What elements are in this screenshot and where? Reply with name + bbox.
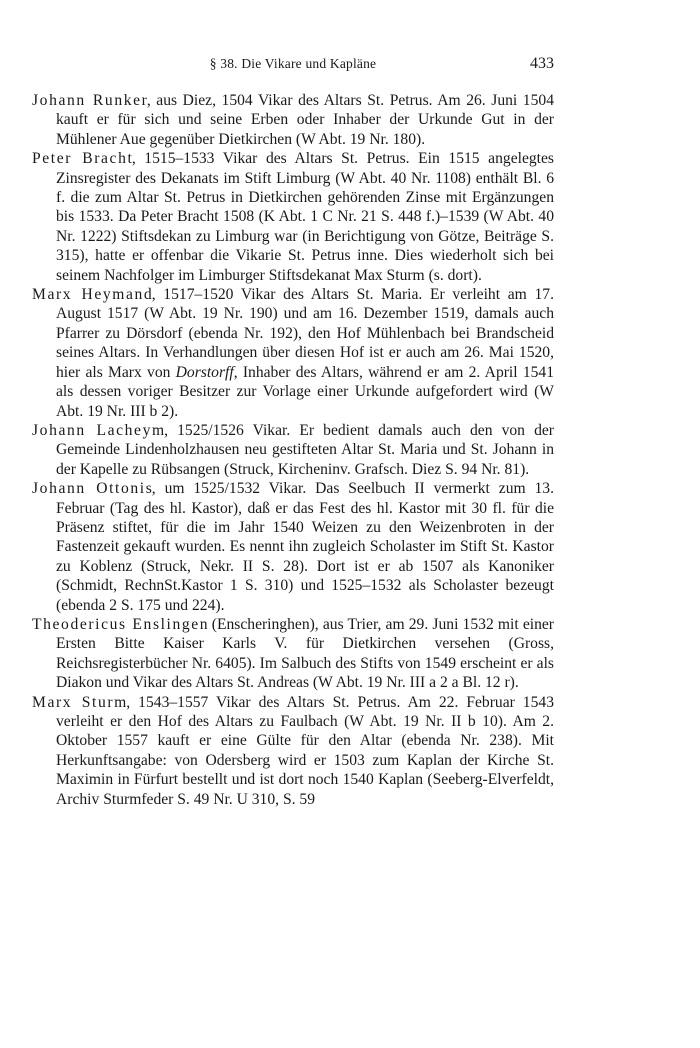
- entry-text: , 1525/1526 Vikar. Er bedient damals auch den von der Gemeinde Lindenholzhausen neu gestifteten Altar St. Maria und St. Johann in der Kapelle zu Rübsangen (Struck, Kircheninv. Grafsch. Diez S. 94 Nr. 81).: [56, 421, 554, 478]
- entry-peter-bracht: [32, 149, 554, 285]
- running-title: § 38. Die Vikare und Kapläne: [209, 56, 377, 71]
- page-number: 433: [530, 55, 554, 72]
- entry-marx-heymand: [32, 285, 554, 421]
- entry-marx-sturm: [32, 693, 554, 809]
- entry-text: , Inhaber des Altars, während er am 2. April 1541 als dessen voriger Besitzer zur Vorlage einer Urkunde aufgefordert wird (W Abt. 19 Nr. III b 2).: [56, 363, 555, 420]
- entry-name: Marx Heymand: [32, 286, 154, 304]
- entry-name: Peter Bracht: [32, 150, 134, 168]
- entry-name: Theodericus Enslingen: [32, 615, 210, 633]
- entry-theodericus-enslingen: [32, 615, 554, 693]
- entry-name: Johann Ottonis: [32, 480, 154, 498]
- entry-text-italic: Dorstorff: [175, 363, 234, 381]
- entry-johann-ottonis: [32, 479, 554, 615]
- entry-name: Marx Sturm: [32, 693, 128, 711]
- entry-name: Johann Runker: [32, 92, 149, 109]
- entry-text: , 1515–1533 Vikar des Altars St. Petrus. Ein 1515 angelegtes Zinsregister des Dekanats im Stift Limburg (W Abt. 40 Nr. 1108) enthält Bl. 6 f. die zum Altar St. Petrus in Dietkirchen gehörenden Zinse mit Ergänzungen bis 1533. Da Peter Bracht 1508 (K Abt. 1 C Nr. 21 S. 448 f.)–1539 (W Abt. 40 Nr. 1222) Stiftsdekan zu Limburg war (in Berichtigung von Götze, Beiträge S. 315), hatte er offenbar die Vikarie St. Petrus inne. Dies wiederholt sich bei seinem Nachfolger im Limburger Stiftsdekanat Max Sturm (s. dort).: [56, 150, 554, 284]
- entry-text: , 1543–1557 Vikar des Altars St. Petrus. Am 22. Februar 1543 verleiht er den Hof des Altars zu Faulbach (W Abt. 19 Nr. II b 10). Am 2. Oktober 1557 kauft er eine Gülte für den Altar (ebenda Nr. 238). Mit Herkunftsangabe: von Odersberg wird er 1503 zum Kaplan der Kirche St. Maximin in Fürfurt bestellt und ist dort noch 1540 Kaplan (Seeberg-Elverfeldt, Archiv Sturmfeder S. 49 Nr. U 310, S. 59: [56, 693, 554, 808]
- entry-text: , 1517–1520 Vikar des Altars St. Maria. Er verleiht am 17. August 1517 (W Abt. 19 Nr. 190) und am 16. Dezember 1519, damals auch Pfarrer zu Dörsdorf (ebenda Nr. 192), den Hof Mühlenbach bei Brandscheid seines Altars. In Verhandlungen über diesen Hof ist er auch am 26. Mai 1520, hier als Marx von: [56, 286, 554, 381]
- entry-text: , um 1525/1532 Vikar. Das Seelbuch II vermerkt zum 13. Februar (Tag des hl. Kastor), daß er das Fest des hl. Kastor mit 30 fl. für die Präsenz stiftet, für die im Jahr 1540 Weizen zu den Weizenbroten in der Fastenzeit gekauft wurden. Es nennt ihn zugleich Scholaster im Stift St. Kastor zu Koblenz (Struck, Nekr. II S. 28). Dort ist er ab 1507 als Kanoniker (Schmidt, RechnSt.Kastor 1 S. 310) und 1525–1532 als Scholaster bezeugt (ebenda 2 S. 175 und 224).: [56, 480, 554, 614]
- entry-name: Johann Lacheym: [32, 421, 166, 439]
- entry-text: (Enscheringhen), aus Trier, am 29. Juni 1532 mit einer Ersten Bitte Kaiser Karls V. für Dietkirchen versehen (Gross, Reichsregisterbücher Nr. 6405). Im Salbuch des Stifts von 1549 erscheint er als Diakon und Vikar des Altars St. Andreas (W Abt. 19 Nr. III a 2 a Bl. 12 r).: [56, 615, 555, 692]
- entry-text: , aus Diez, 1504 Vikar des Altars St. Petrus. Am 26. Juni 1504 kauft er für sich und seine Erben oder Inhaber der Urkunde Gut in der Mühlener Aue gegenüber Dietkirchen (W Abt. 19 Nr. 180).: [56, 92, 554, 148]
- entry-list: [32, 91, 554, 809]
- running-head: [32, 56, 554, 76]
- entry-johann-lacheym: [32, 421, 554, 479]
- entry-johann-runker: [32, 91, 554, 149]
